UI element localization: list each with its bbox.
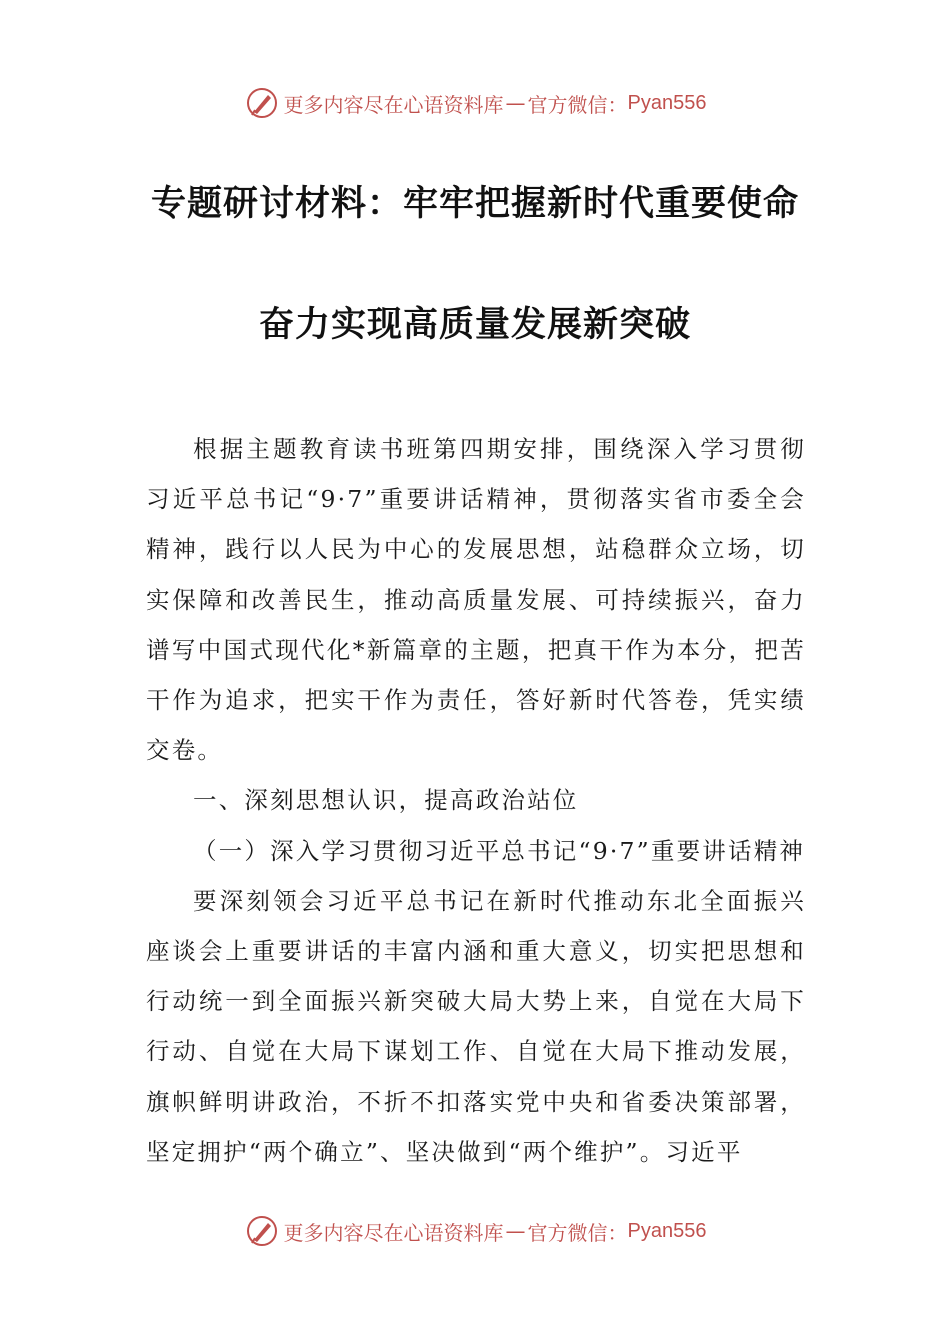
subsection-heading-1-1: （一）深入学习贯彻习近平总书记“9·7”重要讲话精神 <box>193 836 806 865</box>
section-heading-1: 一、深刻思想认识，提高政治站位 <box>193 786 579 815</box>
body-paragraph-intro: 根据主题教育读书班第四期安排，围绕深入学习贯彻习近平总书记“9·7”重要讲话精神，贯彻落实省市委全会精神，践行以人民为中心的发展思想，站稳群众立场，切实保障和改善民生，推动高质量发展、可持续振兴，奋力谱写中国式现代化*新篇章的主题，把真干作为本分，把苦干作为追求，把实干作为责任，答好新时代答卷，凭实绩交卷。 <box>146 435 806 765</box>
footer-watermark-banner <box>0 1211 950 1251</box>
document-title-line-2: 奋力实现高质量发展新突破 <box>258 305 691 345</box>
banner-separator: — <box>505 91 526 115</box>
banner-separator: — <box>505 1219 526 1243</box>
document-body <box>146 424 806 1177</box>
pen-nib-logo-icon <box>244 1213 280 1249</box>
banner-wechat-label: 官方微信： <box>527 92 628 117</box>
body-paragraph-2: 要深刻领会习近平总书记在新时代推动东北全面振兴座谈会上重要讲话的丰富内涵和重大意义，切实把思想和行动统一到全面振兴新突破大局大势上来，自觉在大局下行动、自觉在大局下谋划工作、自觉在大局下推动发展，旗帜鲜明讲政治，不折不扣落实党中央和省委决策部署，坚定拥护“两个确立”、坚决做到“两个维护”。习近平 <box>146 886 806 1166</box>
banner-wechat-label: 官方微信： <box>527 1220 628 1245</box>
header-watermark-banner <box>0 83 950 123</box>
banner-wechat-id: Pyan556 <box>627 1219 707 1242</box>
pen-nib-logo-icon <box>244 85 280 121</box>
banner-site-text: 更多内容尽在心语资料库 <box>283 1220 504 1245</box>
banner-wechat-id: Pyan556 <box>627 91 707 114</box>
banner-site-text: 更多内容尽在心语资料库 <box>283 92 504 117</box>
document-title-line-1: 专题研讨材料：牢牢把握新时代重要使命 <box>150 184 799 224</box>
